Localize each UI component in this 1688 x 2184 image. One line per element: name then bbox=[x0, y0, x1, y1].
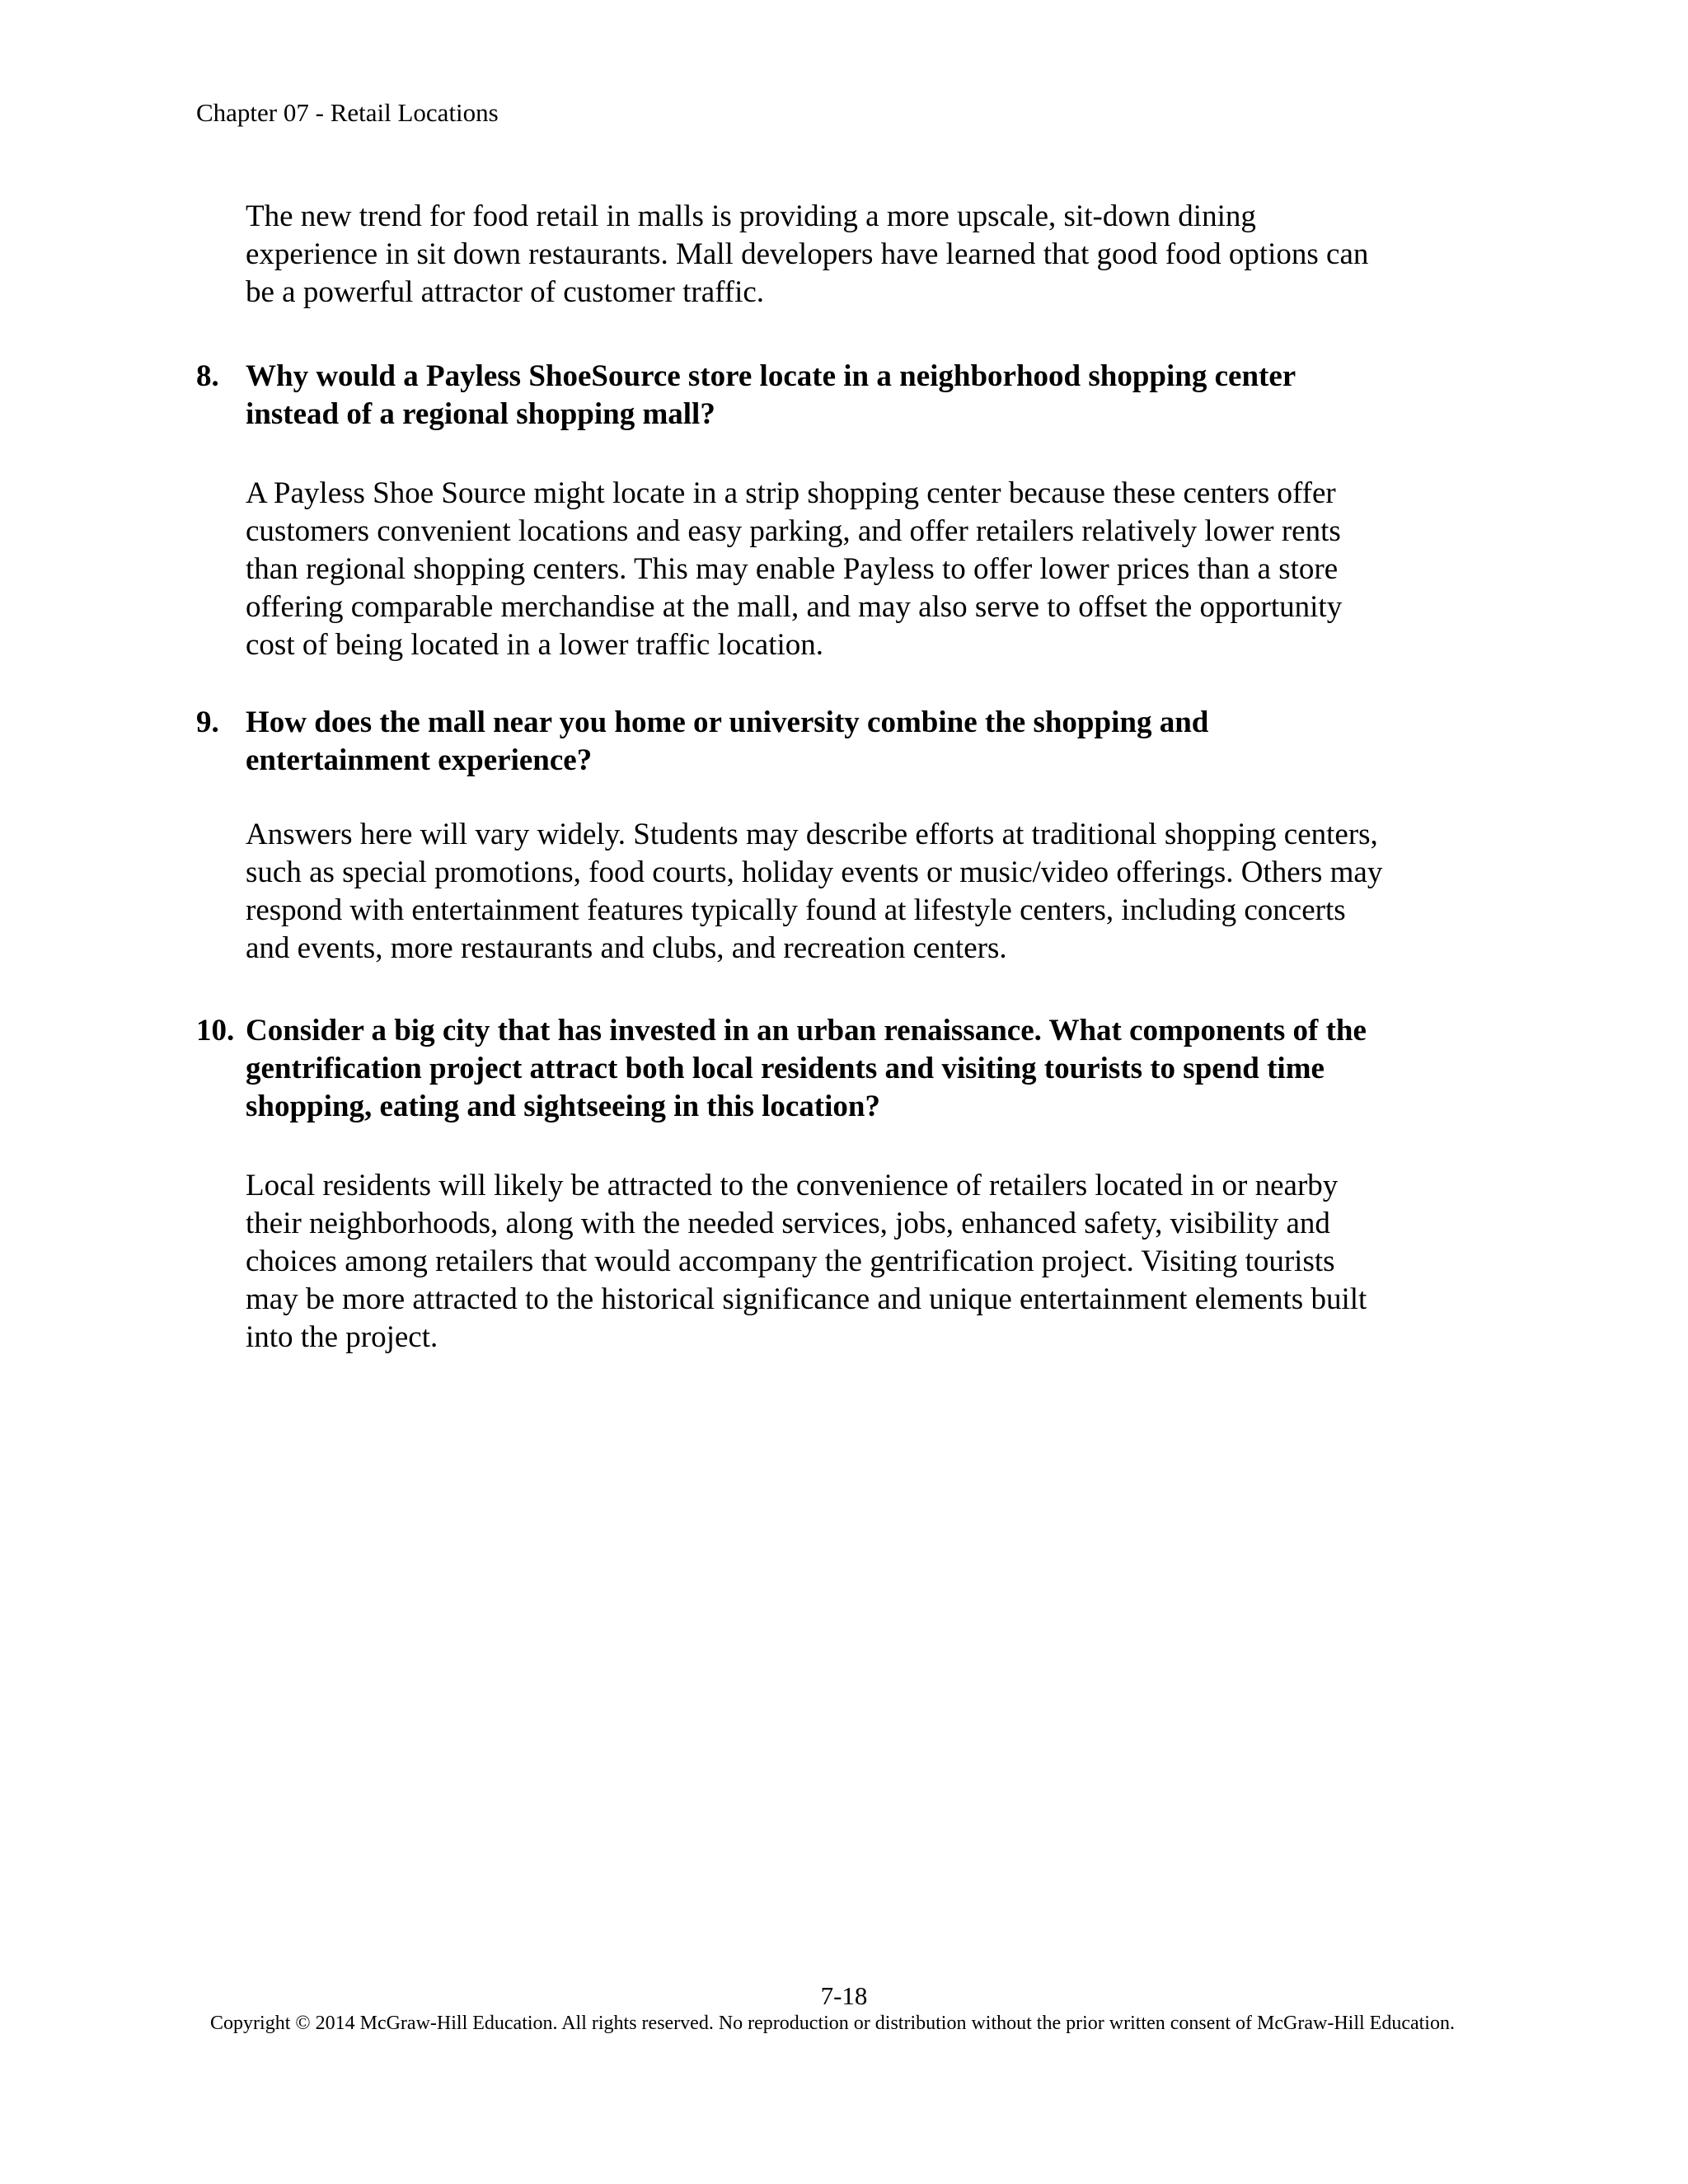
question-text: How does the mall near you home or university combine the shopping and entertainment experience? bbox=[246, 705, 1209, 777]
question-9 bbox=[196, 704, 1482, 780]
page-header: Chapter 07 - Retail Locations bbox=[196, 98, 499, 127]
question-number: 8. bbox=[196, 359, 219, 393]
answer-8: A Payless Shoe Source might locate in a strip shopping center because these centers offer customers convenient locations and easy parking, and offer retailers relatively lower rents than regional shopping centers. This may enable Payless to offer lower prices than a store offering comparable merchandise at the mall, and may also serve to offset the opportunity cost of being located in a lower traffic location. bbox=[246, 476, 1343, 662]
answer-10: Local residents will likely be attracted to the convenience of retailers located in or nearby their neighborhoods, along with the needed services, jobs, enhanced safety, visibility and choices among retailers that would accompany the gentrification project. Visiting tourists may be more attracted to the historical significance and unique entertainment elements built into the project. bbox=[246, 1169, 1367, 1354]
page-number: 7-18 bbox=[820, 1981, 868, 2010]
question-8 bbox=[196, 358, 1482, 434]
question-text: Consider a big city that has invested in an urban renaissance. What components of the gentrification project attract both local residents and visiting tourists to spend time shopping, eating and sightseeing in this location? bbox=[246, 1014, 1367, 1123]
copyright-notice: Copyright © 2014 McGraw-Hill Education. All rights reserved. No reproduction or distribution without the prior written consent of McGraw-Hill Education. bbox=[210, 2013, 1455, 2034]
question-number: 10. bbox=[196, 1014, 235, 1047]
intro-paragraph: The new trend for food retail in malls is providing a more upscale, sit-down dining experience in sit down restaurants. Mall developers have learned that good food options can be a powerful attractor of customer traffic. bbox=[246, 199, 1369, 309]
question-text: Why would a Payless ShoeSource store locate in a neighborhood shopping center instead of a regional shopping mall? bbox=[246, 359, 1296, 431]
question-number: 9. bbox=[196, 705, 219, 739]
question-10 bbox=[196, 1012, 1482, 1126]
answer-9: Answers here will vary widely. Students may describe efforts at traditional shopping centers, such as special promotions, food courts, holiday events or music/video offerings. Others may respond with entertainment features typically found at lifestyle centers, including concerts and events, more restaurants and clubs, and recreation centers. bbox=[246, 818, 1383, 965]
